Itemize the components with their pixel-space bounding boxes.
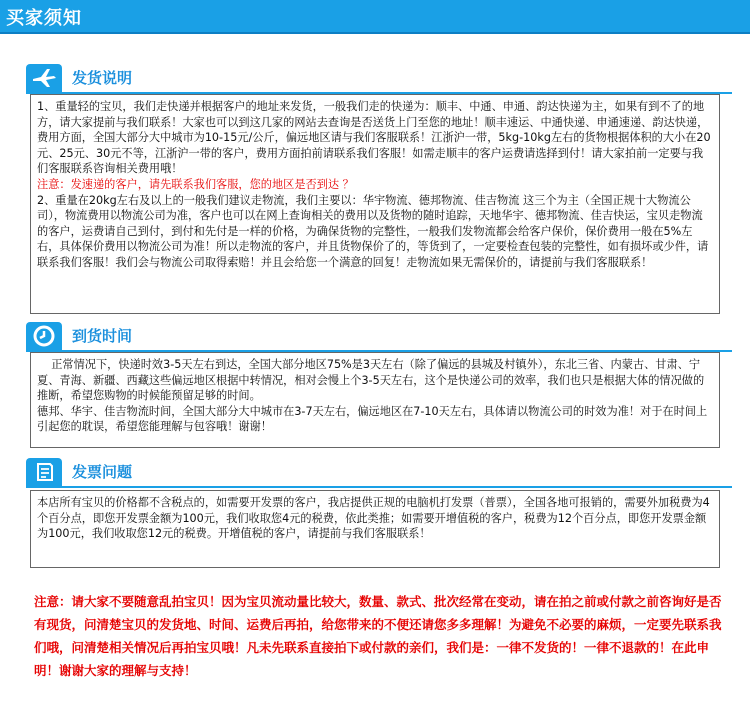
airplane-icon (26, 64, 62, 92)
arrival-section-title: 到货时间 (72, 327, 133, 345)
top-banner (0, 0, 750, 34)
purchase-warning-notice: 注意：请大家不要随意乱拍宝贝！因为宝贝流动量比较大，数量、款式、批次经常在变动，请在拍之前或付款之前咨询好是否有现货，问清楚宝贝的发货地、时间、运费后再拍，给您带来的不便还请您多多理解！为避免不必要的麻烦，一定要先联系我们哦，问清楚相关情况后再拍宝贝哦！凡未先联系直接拍下或付款的亲们，我们是：一律不发货的！一律不退款的！在此申明！谢谢大家的理解与支持！ (34, 594, 722, 678)
arrival-paragraph-2: 德邦、华宇、佳吉物流时间，全国大部分大中城市在3-7天左右，偏远地区在7-10天左右，具体请以物流公司的时效为准！对于在时间上引起您的耽误，希望您能理解与包容哦！谢谢！ (37, 404, 708, 434)
arrival-paragraph-1: 正常情况下，快递时效3-5天左右到达，全国大部分地区75%是3天左右（除了偏远的县城及村镇外），东北三省、内蒙古、甘肃、宁夏、青海、新疆、西藏这些偏远地区根据中转情况，相对会慢上个3-5天左右，这个是快递公司的效率，我们也只是根据大体的情况做的推断，希望您购物的时候能预留足够的时间。 (37, 358, 705, 403)
invoice-section-title: 发票问题 (72, 463, 133, 481)
invoice-info-box (30, 490, 720, 568)
shipping-section-header (26, 64, 746, 92)
section-divider (26, 486, 732, 488)
invoice-paragraph: 本店所有宝贝的价格都不含税点的，如需要开发票的客户，我店提供正规的电脑机打发票（普票），全国各地可报销的，需要外加税费为4个百分点，即您开发票金额为100元，我们收取您4元的税费，依此类推；如需要开增值税的客户，税费为12个百分点，即您开发票金额为100元，我们收取您12元的税费。开增值税的客户，请提前与我们客服联系！ (37, 496, 710, 541)
shipping-info-box (30, 94, 720, 314)
shipping-paragraph-2: 2、重量在20kg左右及以上的一般我们建议走物流，我们主要以：华宇物流、德邦物流、佳吉物流 这三个为主（全国正规十大物流公司），物流费用以物流公司为准，客户也可以在网上查询相关的费用以及货物的随时追踪，天地华宇、德邦物流、佳吉快运，宝贝走物流的客户，运费请自己到付，到付和先付是一样的价格，为确保货物的完整性，一般我们发物流都会给客户保价，保价费用一般在5%左右，具体保价费用以物流公司为准！所以走物流的客户，并且货物保价了的，等货到了，一定要检查包装的完整性，如有损坏或少件，请联系我们客服！我们会与物流公司取得索赔！并且会给您一个满意的回复！走物流如果无需保价的，请提前与我们客服联系！ (37, 193, 709, 269)
clock-icon (26, 322, 62, 350)
arrival-info-box (30, 352, 720, 448)
invoice-section-header (26, 458, 746, 486)
arrival-section-header (26, 322, 746, 350)
shipping-notice: 注意：发速递的客户，请先联系我们客服，您的地区是否到达 ？ (37, 177, 354, 191)
banner-divider (0, 32, 750, 34)
document-icon (26, 458, 62, 486)
shipping-paragraph-1: 1、重量轻的宝贝，我们走快递并根据客户的地址来发货，一般我们走的快递为：顺丰、中通、申通、韵达快递为主，如果有到不了的地方，请大家提前与我们联系！大家也可以到这几家的网站去查询是否送货上门至您的地址！顺丰速运、中通快递、申通速递、韵达快递，费用方面，全国大部分大中城市为10-15元/公斤，偏远地区请与我们客服联系！江浙沪一带，5kg-10kg左右的货物根据体积的大小在20元、25元、30元不等，江浙沪一带的客户，费用方面拍前请联系我们客服！如需走顺丰的客户运费请选择到付！请大家拍前一定要与我们客服联系咨询相关费用哦！ (37, 100, 711, 176)
page-title: 买家须知 (6, 8, 82, 29)
shipping-section-title: 发货说明 (72, 69, 133, 87)
